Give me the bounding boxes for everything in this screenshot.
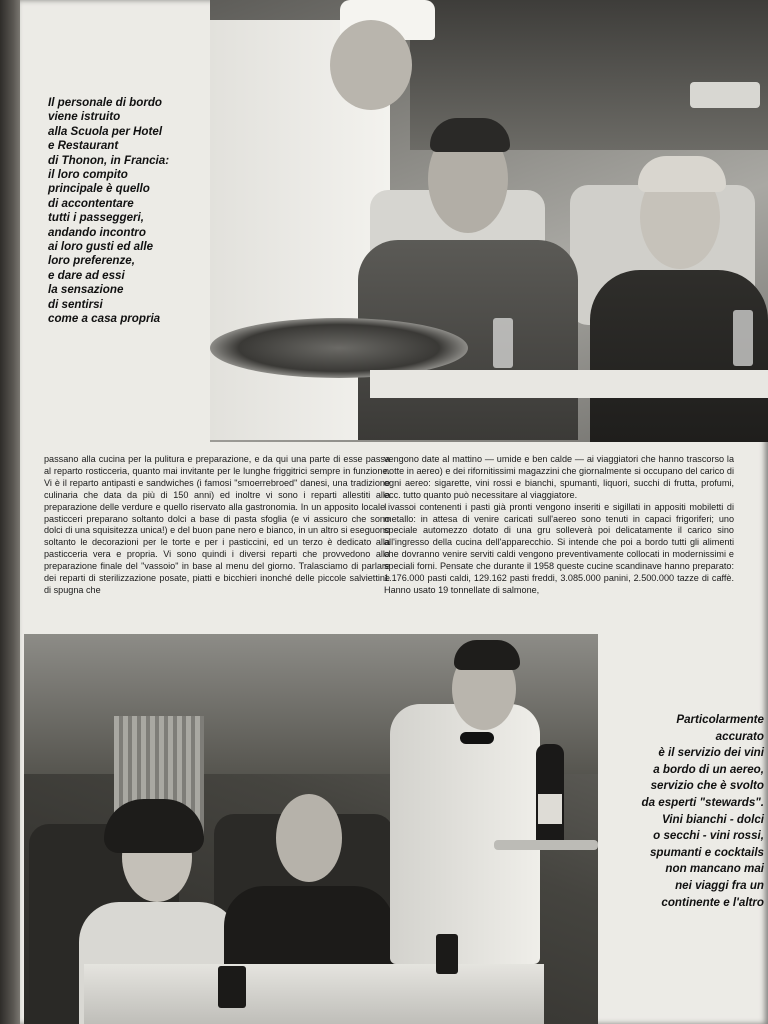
article-column-right	[384, 454, 734, 624]
table-cloth	[84, 964, 544, 1024]
wine-glass	[733, 310, 753, 366]
woman-hair	[638, 156, 726, 192]
ceiling-light	[690, 82, 760, 108]
caption-bottom: Particolarmente accurato è il servizio dei vini a bordo di un aereo, servizio che è svolto da esperti "stewards". Vini bianchi - dolci o secchi - vini rossi, spumanti e cocktails non mancano mai nei viaggi fra un continente e l'altro	[641, 713, 764, 909]
photo-chef-serving-passengers	[210, 0, 768, 442]
man-face	[276, 794, 342, 882]
bottle-label	[538, 794, 562, 824]
wine-glass	[218, 966, 246, 1008]
serving-tray	[494, 840, 598, 850]
food-platter	[210, 318, 468, 378]
woman-hair	[104, 799, 204, 853]
article-paragraph: passano alla cucina per la pulitura e preparazione, e da qui una parte di esse passa al reparto rosticceria, quanto mai invitante per le lunghe friggitrici sempre in funzione. Vi è il reparto antipasti e sandwiches (i famosi "smoerrebroed" danesi, una tradizione culinaria che data da più di 150 anni) ed inoltre vi sono i reparti allestiti alla preparazione delle verdure e quello riservato alla gastronomia. In un apposito locale i pasticceri preparano soltanto dolci a base di pasta sfoglia (e vi assicuro che sono dolci di una squisitezza unica!) e del buon pane nero e bianco, in un altro si eseguono soltanto le decorazioni per le torte e per i pasticcini, ed un terzo è dedicato alla pasticceria vera e propria. Vi sono quindi i diversi reparti che provvedono alla preparazione finale del "vassoio" in base al menu del giorno. Tralasciamo di parlare dei reparti di sterilizzazione posate, piatti e bicchieri inonché delle piccole salviettine di spugna che	[44, 454, 390, 595]
article-paragraph: I vassoi contenenti i pasti già pronti vengono inseriti e sigillati in appositi mobiletti di metallo: in attesa di venire caricati sull'aereo sono tenuti in capaci frigoriferi; uno speciale automezzo dotato di una gru solleverà poi delicatamente il carico sino all'ingresso della cucina dell'apparecchio. Si intende che poi a bordo tutti gli alimenti che dovranno venire serviti caldi vengono preventivamente collocati in modernissimi e speciali forni. Pensate che durante il 1958 queste cucine scandinave hanno preparato: 1.176.000 pasti caldi, 129.162 pasti freddi, 3.085.000 panini, 2.500.000 tazze di caffè. Hanno usato 19 tonnellate di salmone,	[384, 501, 734, 595]
steward-hair	[454, 640, 520, 670]
bow-tie	[460, 732, 494, 744]
photo-steward-pouring-wine	[24, 634, 598, 1024]
article-paragraph: vengono date al mattino — umide e ben calde — ai viaggiatori che hanno trascorso la notte in aereo) e dei rifornitissimi magazzini che giornalmente si occupano del carico di ogni aereo: sigarette, vini rossi e bianchi, spumanti, liquori, succhi di frutta, profumi, ecc. tutto quanto può necessitare al viaggiatore.	[384, 454, 734, 500]
chef-face	[330, 20, 412, 110]
wine-glass	[436, 934, 458, 974]
wine-glass	[493, 318, 513, 368]
man-hair	[430, 118, 510, 152]
caption-top: Il personale di bordo viene istruito alla Scuola per Hotel e Restaurant di Thonon, in Francia: il loro compito principale è quello di accontentare tutti i passeggeri, andando incontro ai loro gusti ed alle loro preferenze, e dare ad essi la sensazione di sentirsi come a casa propria	[48, 96, 170, 326]
table-cloth	[370, 370, 768, 398]
article-column-left	[44, 454, 390, 624]
